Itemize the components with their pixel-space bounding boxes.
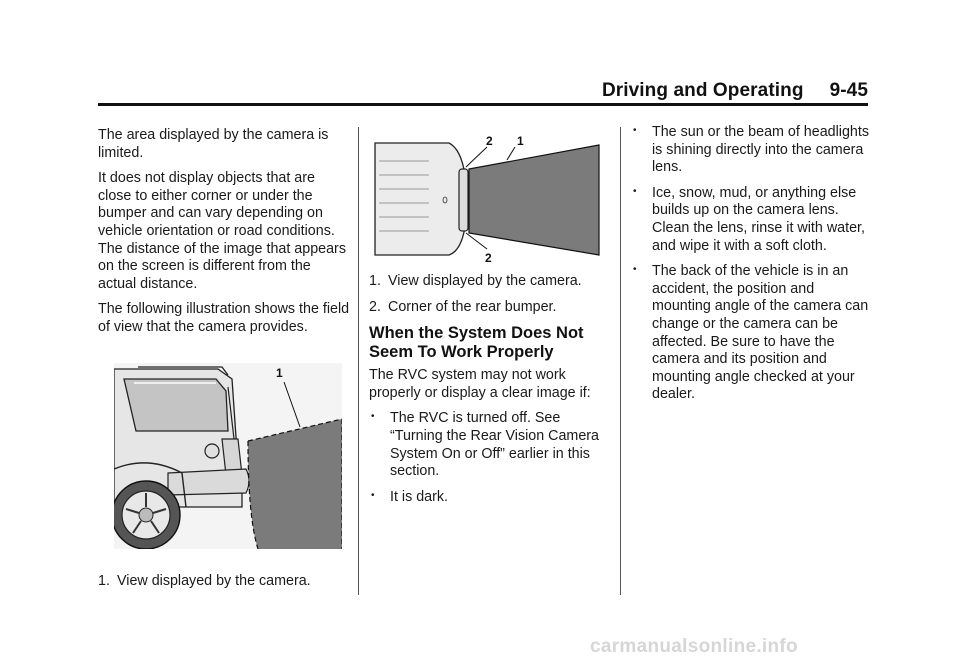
column-1 <box>98 127 352 598</box>
figure2-caption-1-text: View displayed by the camera. <box>388 273 582 289</box>
figure1-caption-text: View displayed by the camera. <box>117 572 311 589</box>
figure1-caption-number: 1. <box>98 572 110 589</box>
paragraph-camera-area: The area displayed by the camera is limited. <box>98 127 329 161</box>
page-header <box>602 80 868 102</box>
column-2 <box>369 127 615 514</box>
bullet-text-rvc-off: The RVC is turned off. See “Turning the Rear Vision Camera System On or Off” earlier in this section. <box>390 410 599 480</box>
bullet-item <box>369 410 615 480</box>
bullet-item <box>631 124 871 177</box>
figure2-caption-2 <box>369 299 615 317</box>
bullet-glyph: • <box>633 125 637 136</box>
rear-vehicle-camera-figure <box>98 357 352 553</box>
bullet-item <box>631 263 871 404</box>
bullet-glyph: • <box>633 264 637 276</box>
bullet-text-dark: It is dark. <box>390 488 448 505</box>
figure2-caption-2-number: 2. <box>369 298 381 315</box>
section-heading: When the System Does Not Seem To Work Properly <box>369 324 584 362</box>
bullet-text-ice-snow-mud: Ice, snow, mud, or anything else builds up on the camera lens. Clean the lens, rinse it with water, and wipe it with a soft cloth. <box>652 184 865 254</box>
page-number: 9-45 <box>829 80 868 101</box>
troubleshooting-intro: The RVC system may not work properly or display a clear image if: <box>369 367 591 401</box>
bullet-glyph: • <box>633 185 637 197</box>
bullet-item <box>631 185 871 255</box>
column-divider-2 <box>620 127 621 595</box>
camera-view-area <box>469 145 599 255</box>
bullet-text-sun-glare: The sun or the beam of headlights is shining directly into the camera lens. <box>652 124 869 176</box>
figure2-callout-2-bottom: 2 <box>485 251 492 265</box>
figure2-caption-2-text: Corner of the rear bumper. <box>388 298 557 315</box>
figure1-callout-1: 1 <box>276 365 283 380</box>
figure2-caption-1 <box>369 273 615 291</box>
vehicle-top-view <box>375 143 468 255</box>
figure2-callout-1: 1 <box>517 134 524 148</box>
paragraph-illustration-intro: The following illustration shows the field of view that the camera provides. <box>98 301 350 335</box>
header-rule <box>98 103 868 106</box>
top-view-camera-figure <box>369 129 609 265</box>
figure2-caption-1-number: 1. <box>369 273 381 289</box>
watermark-logo: carmanualsonline.info <box>590 636 798 657</box>
bullet-glyph: • <box>371 489 375 501</box>
figure1-caption <box>98 573 352 591</box>
column-divider-1 <box>358 127 359 595</box>
bullet-item <box>369 489 615 507</box>
section-title: Driving and Operating <box>601 80 804 101</box>
bullet-glyph: • <box>371 411 375 423</box>
vehicle-illustration <box>112 363 342 549</box>
paragraph-not-displayed: It does not display objects that are close to either corner or under the bumper and can vary depending on vehicle orientation or road conditions. The distance of the image that appears on the screen is different from the actual distance. <box>98 170 346 292</box>
column-3 <box>631 124 871 412</box>
figure2-callout-2-top: 2 <box>486 134 493 148</box>
bullet-text-accident: The back of the vehicle is in an accident, the position and mounting angle of the camera can change or the camera can be affected. Be sure to have the camera and its position and mounting angle checked at your dealer. <box>652 263 869 403</box>
